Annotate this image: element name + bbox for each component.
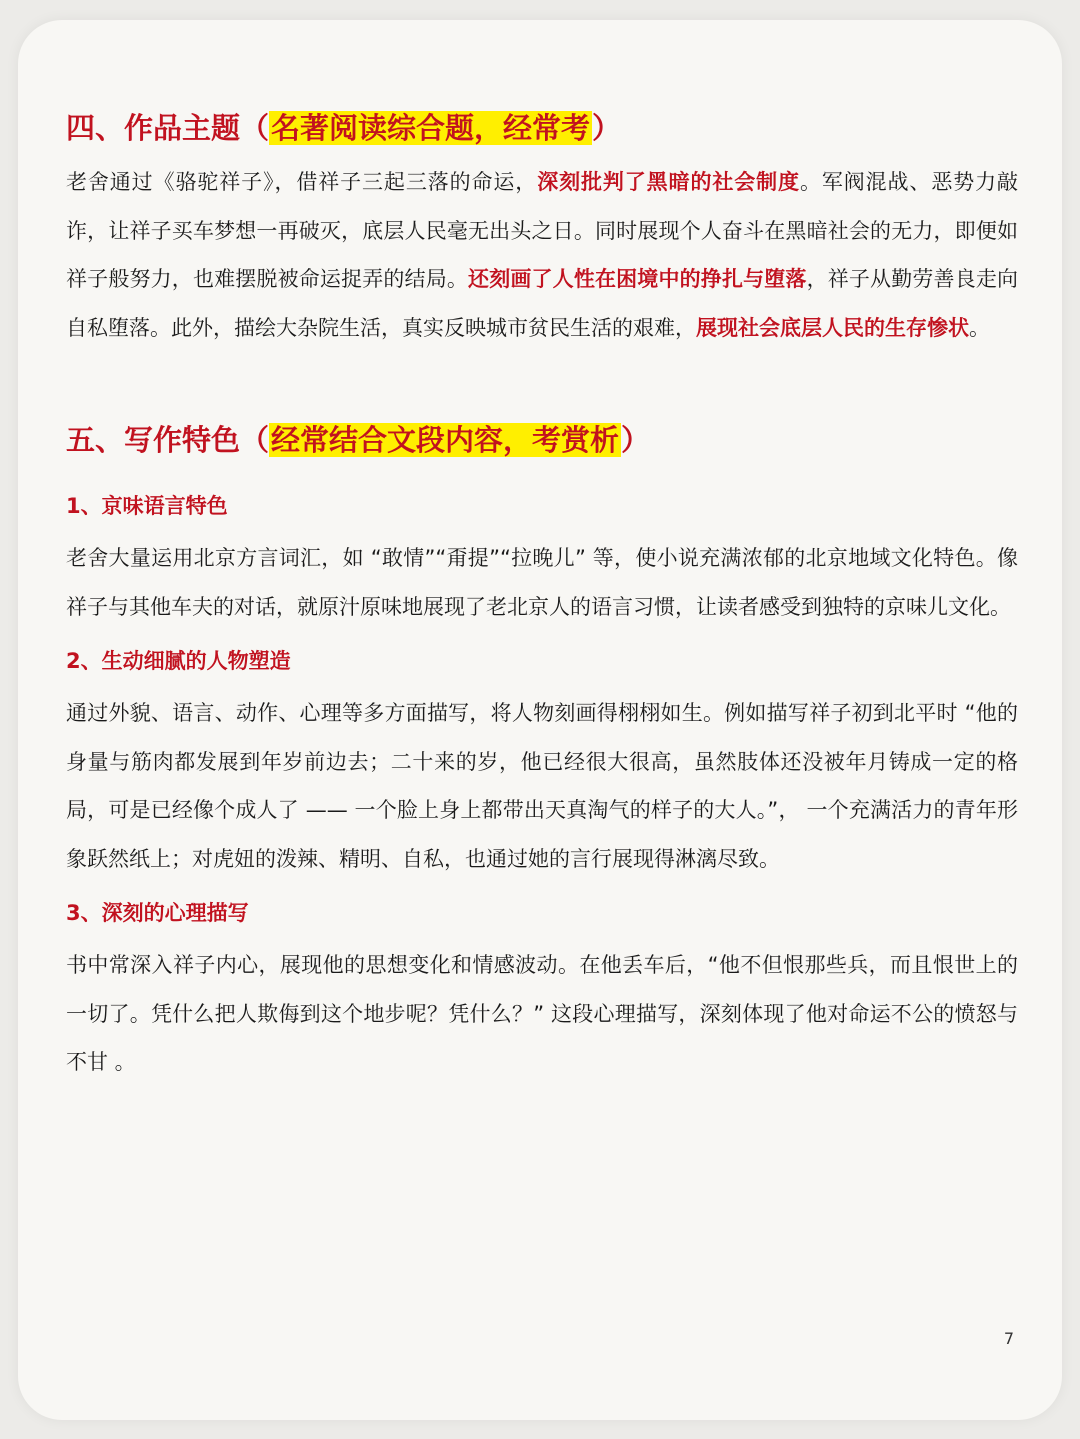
section-5-note-open: （ (240, 423, 270, 457)
subheading-character-portrayal: 2、生动细腻的人物塑造 (66, 649, 291, 673)
document-content (66, 106, 1018, 1087)
section-4-text-3: ，祥子从勤劳善良走向自私堕落。此外，描绘大杂院生活，真实反映城市贫民生活的艰难， (66, 267, 1019, 340)
section-4-title-text: 四、作品主题 (66, 111, 241, 145)
page-number: 7 (1003, 1329, 1014, 1348)
section-4-emphasis-3: 展现社会底层人民的生存惨状 (696, 315, 969, 340)
section-4-emphasis-1: 深刻批判了黑暗的社会制度 (537, 170, 800, 194)
paragraph-psychological-description: 书中常深入祥子内心，展现他的思想变化和情感波动。在他丢车后，“他不但恨那些兵，而且恨世上的一切了。凭什么把人欺侮到这个地步呢？凭什么？” 这段心理描写，深刻体现了他对命运不公的愤怒与不甘 。 (66, 953, 1018, 1074)
subheading-psychological-description: 3、深刻的心理描写 (66, 901, 249, 925)
section-4-text-4: 。 (969, 315, 990, 340)
section-4-title (66, 106, 1018, 150)
document-page (18, 20, 1062, 1420)
section-4-emphasis-2: 还刻画了人性在困境中的挣扎与堕落 (468, 267, 807, 291)
section-4-text-1: 老舍通过《骆驼祥子》，借祥子三起三落的命运， (66, 170, 538, 194)
paragraph-jingwei-language: 老舍大量运用北京方言词汇，如 “敢情”“甭提”“拉晚儿” 等，使小说充满浓郁的北京地域文化特色。像祥子与其他车夫的对话，就原汁原味地展现了老北京人的语言习惯，让读者感受到独特的京味儿文化。 (66, 546, 1018, 619)
section-5-note-highlight: 经常结合文段内容，考赏析 (271, 423, 620, 457)
section-4-text-2: 。军阀混战、恶势力敲诈，让祥子买车梦想一再破灭，底层人民毫无出头之日。同时展现个人奋斗在黑暗社会的无力，即便如祥子般努力，也难摆脱被命运捉弄的结局。 (66, 170, 1019, 291)
subheading-jingwei-language: 1、京味语言特色 (66, 494, 228, 518)
section-4-note-close: ） (592, 111, 622, 145)
paragraph-character-portrayal: 通过外貌、语言、动作、心理等多方面描写，将人物刻画得栩栩如生。例如描写祥子初到北平时 “他的身量与筋肉都发展到年岁前边去；二十来的岁，他已经很大很高，虽然肢体还没被年月铸成一定的格局，可是已经像个成人了 —— 一个脸上身上都带出天真淘气的样子的大人。”， 一个充满活力的青年形象跃然纸上；对虎妞的泼辣、精明、自私，也通过她的言行展现得淋漓尽致。 (66, 701, 1018, 871)
section-4-note-open: （ (240, 111, 270, 145)
section-5-title (66, 418, 1018, 462)
section-5-title-text: 五、写作特色 (66, 423, 241, 457)
section-5-note-close: ） (621, 423, 651, 457)
section-4-paragraph (66, 158, 1018, 352)
section-4-note-highlight: 名著阅读综合题，经常考 (271, 111, 591, 145)
